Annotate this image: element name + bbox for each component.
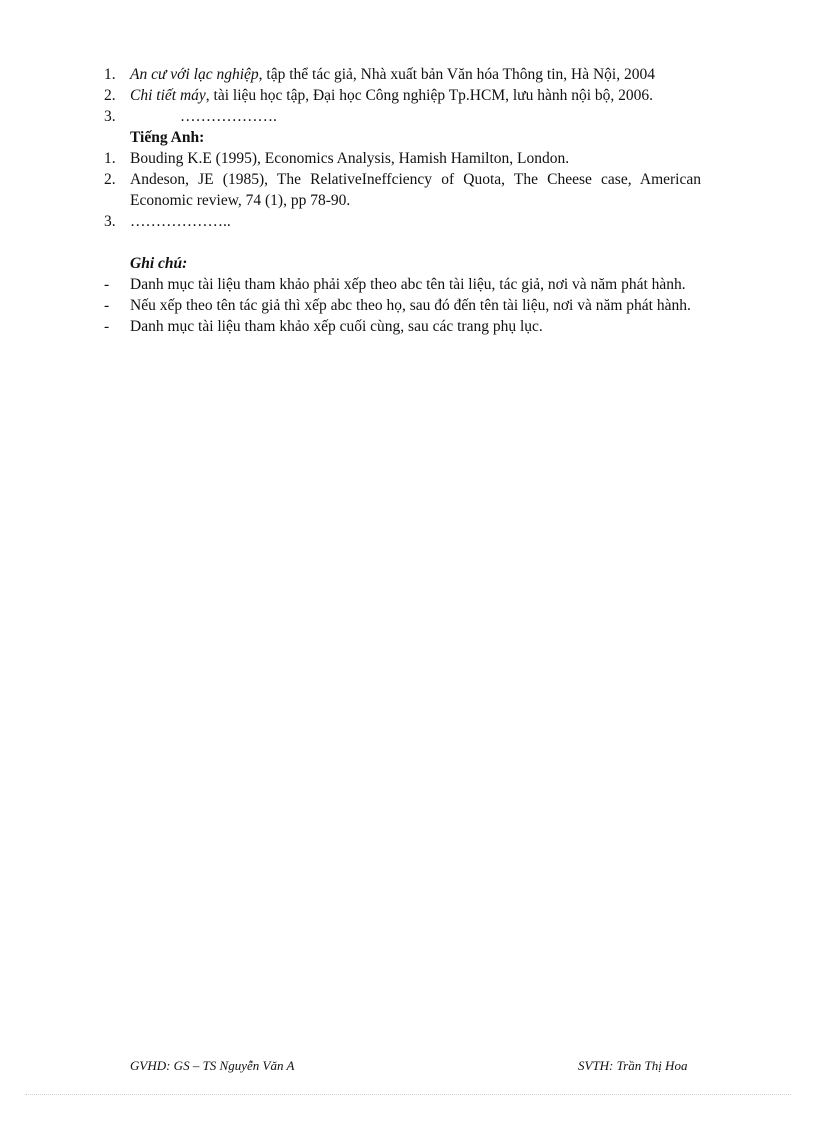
- note-text: Nếu xếp theo tên tác giả thì xếp abc theo họ, sau đó đến tên tài liệu, nơi và năm phát hành.: [130, 297, 691, 314]
- placeholder-dots: ……………….: [180, 108, 277, 125]
- reference-title: An cư với lạc nghiệp: [130, 66, 259, 83]
- dash-marker: -: [104, 276, 110, 293]
- page-bottom-divider: [25, 1094, 791, 1095]
- references-page-body: [104, 64, 701, 337]
- list-number: 3.: [104, 213, 116, 230]
- reference-item: [104, 211, 701, 232]
- list-number: 2.: [104, 171, 116, 188]
- list-number: 2.: [104, 87, 116, 104]
- note-text: Danh mục tài liệu tham khảo phải xếp theo abc tên tài liệu, tác giả, nơi và năm phát hành.: [130, 276, 686, 293]
- reference-details: , tập thể tác giả, Nhà xuất bản Văn hóa Thông tin, Hà Nội, 2004: [258, 66, 655, 83]
- reference-item: [104, 106, 701, 127]
- note-item: [104, 295, 701, 316]
- note-item: [104, 316, 701, 337]
- reference-text: Andeson, JE (1985), The RelativeIneffciency of Quota, The Cheese case, American Economic review, 74 (1), pp 78-90.: [130, 171, 701, 209]
- footer-supervisor: GVHD: GS – TS Nguyễn Văn A: [130, 1058, 295, 1073]
- reference-details: , tài liệu học tập, Đại học Công nghiệp Tp.HCM, lưu hành nội bộ, 2006.: [205, 87, 654, 104]
- list-number: 1.: [104, 150, 116, 167]
- reference-item: [104, 64, 701, 85]
- notes-heading: Ghi chú:: [130, 255, 188, 272]
- list-number: 1.: [104, 66, 116, 83]
- dash-marker: -: [104, 318, 110, 335]
- reference-item: [104, 85, 701, 106]
- english-section-heading: Tiếng Anh:: [130, 129, 205, 146]
- list-number: 3.: [104, 108, 116, 125]
- note-text: Danh mục tài liệu tham khảo xếp cuối cùng, sau các trang phụ lục.: [130, 318, 543, 335]
- reference-title: Chi tiết máy: [130, 87, 206, 104]
- reference-item: [104, 169, 701, 211]
- reference-item: [104, 148, 701, 169]
- reference-text: Bouding K.E (1995), Economics Analysis, Hamish Hamilton, London.: [130, 150, 570, 167]
- note-item: [104, 274, 701, 295]
- blank-line: [104, 232, 701, 253]
- placeholder-dots: ………………..: [130, 213, 231, 230]
- dash-marker: -: [104, 297, 110, 314]
- footer-student: SVTH: Trần Thị Hoa: [578, 1058, 688, 1073]
